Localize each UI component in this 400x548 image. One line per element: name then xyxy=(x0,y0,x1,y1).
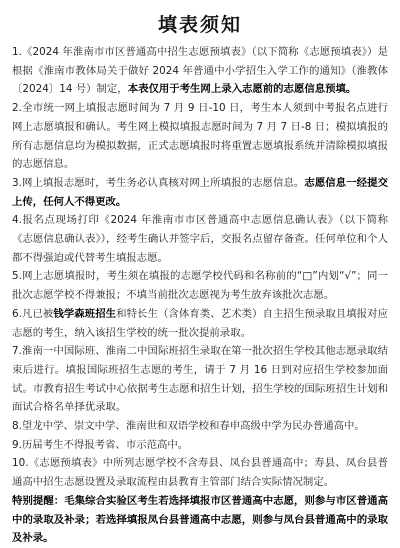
list-item: 1.《2024 年淮南市市区普通高中招生志愿预填表》（以下简称《志愿预填表》）是根据《淮南市教体局关于做好 2024 年普通中小学招生入学工作的通知》（淮教体〔2024〕14 号）制定，本表仅用于考生网上录入志愿前的志愿信息预填。 xyxy=(12,46,388,96)
checkbox-symbol: □ xyxy=(302,270,313,283)
emphasis-text: 志愿信息一经提交上传，任何人不得更改。 xyxy=(12,176,388,208)
list-item: 3.网上填报志愿时，考生务必认真核对网上所填报的志愿信息。志愿信息一经提交上传，任何人不得更改。 xyxy=(12,176,388,208)
list-item: 8.望龙中学、崇文中学、淮南世和双语学校和春申高级中学为民办普通高中。 xyxy=(12,420,365,433)
page-title: 填表须知 xyxy=(157,14,242,36)
list-item: 6.凡已被钱学森班招生和特长生（含体育类、艺术类）自主招生预录取且填报对应志愿的考生，纳入该招生学校的统一批次提前录取。 xyxy=(12,307,389,339)
list-item: 9.历届考生不得报考省、市示范高中。 xyxy=(12,438,189,451)
special-reminder xyxy=(12,492,388,548)
emphasis-text: 本表仅用于考生网上录入志愿前的志愿信息预填。 xyxy=(127,83,357,96)
list-item: 2.全市统一网上填报志愿时间为 7 月 9 日-10 日，考生本人须到中考报名点进行网上志愿填报和确认。考生网上模拟填报志愿时间为 7 月 7 日-8 日；模拟填报的所有志愿信息均为模拟数据，正式志愿填报时将重置志愿填报系统并清除模拟填报的志愿信息。 xyxy=(12,102,388,171)
emphasis-text: 钱学森班招生 xyxy=(53,307,117,320)
list-item: 4.报名点现场打印《2024 年淮南市市区普通高中志愿信息确认表》（以下简称《志愿信息确认表》），经考生确认并签字后，交报名点留存备查。任何单位和个人都不得强迫或代替考生填报志愿。 xyxy=(12,214,388,264)
list-item: 5.网上志愿填报时，考生须在填报的志愿学校代码和名称前的“□”内划“√”；同一批次志愿学校不得兼报；不填当前批次志愿视为考生放弃该批次志愿。 xyxy=(12,270,388,302)
list-item: 7.淮南一中国际班、淮南二中国际班招生录取在第一批次招生学校其他志愿录取结束后进行。填报国际班招生志愿的考生，请于 7 月 16 日到对应招生学校参加面试。市教育招生考试中心依据考生志愿和招生计划，招生学校的国际班招生计划和面试合格名单择优录取。 xyxy=(12,345,388,414)
list-item: 10.《志愿预填表》中所列志愿学校不含寿县、凤台县普通高中；寿县、凤台县普通高中招生志愿设置及录取流程由县教育主管部门结合实际情况制定。 xyxy=(12,457,388,489)
special-reminder-label: 特别提醒： xyxy=(12,494,65,507)
special-reminder-text: 毛集综合实验区考生若选择填报市区普通高中志愿，则参与市区普通高中的录取及补录；若选择填报凤台县普通高中志愿，则参与凤台县普通高中的录取及补录。 xyxy=(12,494,389,545)
